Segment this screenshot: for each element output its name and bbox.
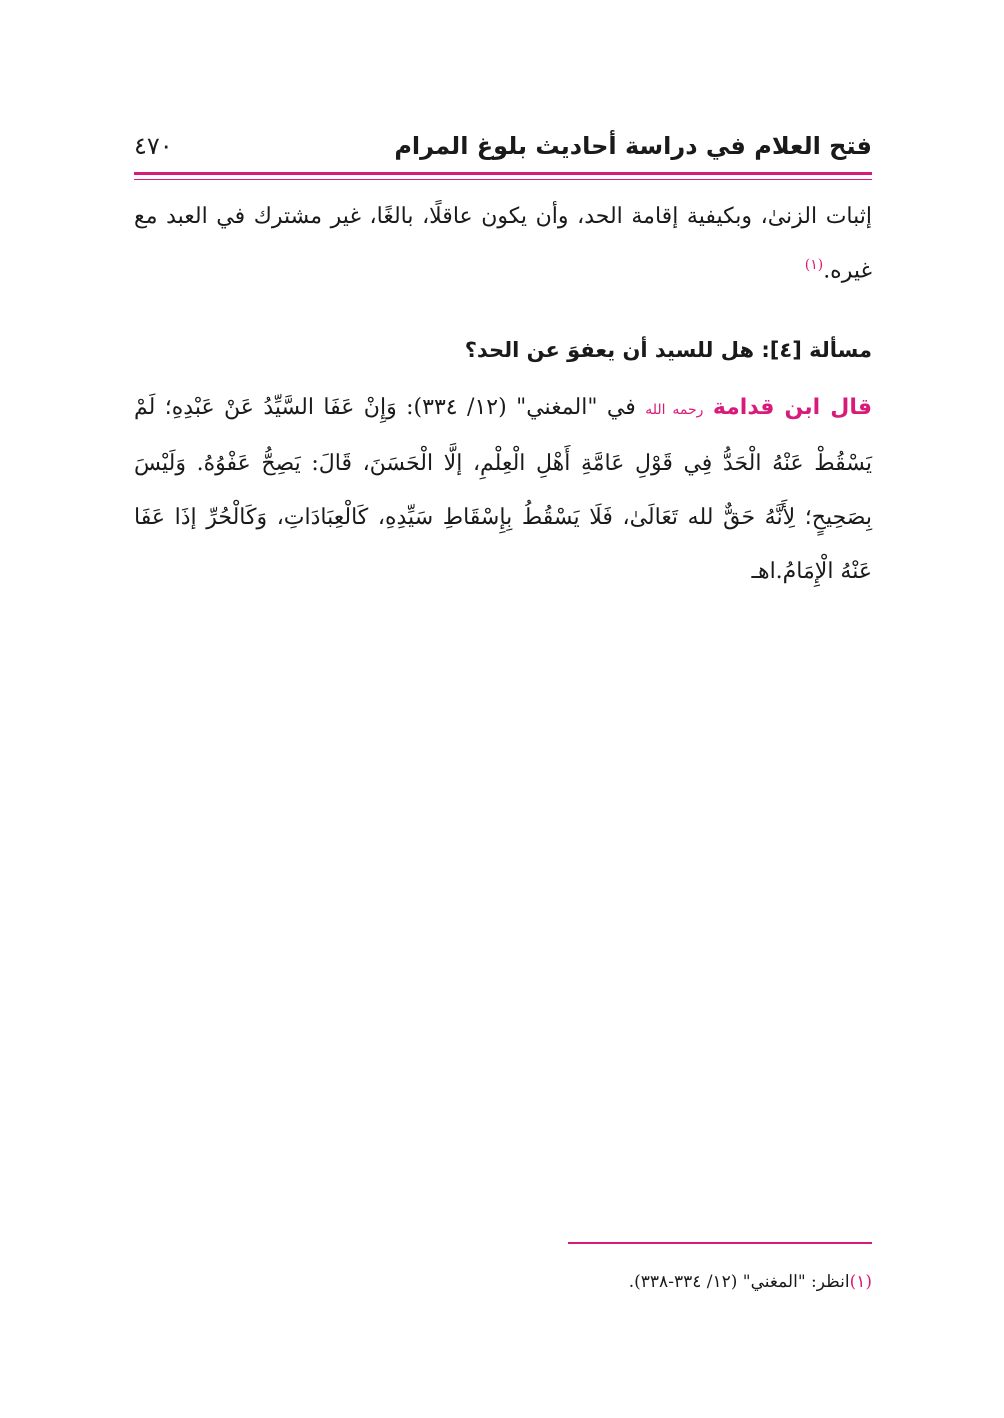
footnote-number: (١) bbox=[849, 1272, 872, 1292]
footnote-separator bbox=[568, 1242, 872, 1244]
paragraph-line-last: عَنْهُ الْإِمَامُ.اهـ bbox=[751, 559, 872, 584]
paragraph-line-last bbox=[134, 241, 872, 295]
book-title: فتح العلام في دراسة أحاديث بلوغ المرام bbox=[394, 132, 872, 160]
paragraph-line: بِصَحِيحٍ؛ لِأَنَّهُ حَقٌّ لله تَعَالَىٰ، فَلَا يَسْقُطُ بِإِسْقَاطِ سَيِّدِهِ، كَالْعِبَادَاتِ، وَكَالْحُرِّ إذَا عَفَا bbox=[134, 505, 872, 530]
paragraph-continuation bbox=[134, 193, 872, 295]
paragraph-line-text: في "المغني" (١٢/ ٣٣٤): وَإِنْ عَفَا السَّيِّدُ عَنْ عَبْدِهِ؛ لَمْ bbox=[134, 395, 636, 420]
page-number: ٤٧٠ bbox=[134, 132, 173, 160]
section-heading bbox=[134, 326, 872, 374]
footnote bbox=[134, 1268, 872, 1296]
paragraph-line-text: غيره. bbox=[823, 258, 872, 284]
paragraph-line bbox=[134, 381, 872, 437]
page-header bbox=[134, 128, 872, 168]
footnote-reference[interactable]: (١) bbox=[804, 257, 824, 273]
heading-label: مسألة [٤]: bbox=[761, 338, 872, 362]
header-rule-thick bbox=[134, 172, 872, 175]
header-rule-thin bbox=[134, 179, 872, 180]
footnote-text: انظر: "المغني" (١٢/ ٣٣٤-٣٣٨). bbox=[628, 1272, 850, 1292]
paragraph-line: إثبات الزنىٰ، وبكيفية إقامة الحد، وأن يكون عاقلًا، بالغًا، غير مشترك في العبد مع bbox=[134, 204, 872, 229]
heading-text: هل للسيد أن يعفوَ عن الحد؟ bbox=[464, 338, 755, 362]
paragraph-line: يَسْقُطْ عَنْهُ الْحَدُّ فِي قَوْلِ عَامَّةِ أَهْلِ الْعِلْمِ، إلَّا الْحَسَنَ، قَالَ: يَصِحُّ عَفْوُهُ. وَلَيْسَ bbox=[134, 451, 872, 476]
quote-paragraph bbox=[134, 381, 872, 599]
honorific: رحمه الله bbox=[645, 402, 704, 418]
author-name: قال ابن قدامة bbox=[712, 395, 872, 420]
